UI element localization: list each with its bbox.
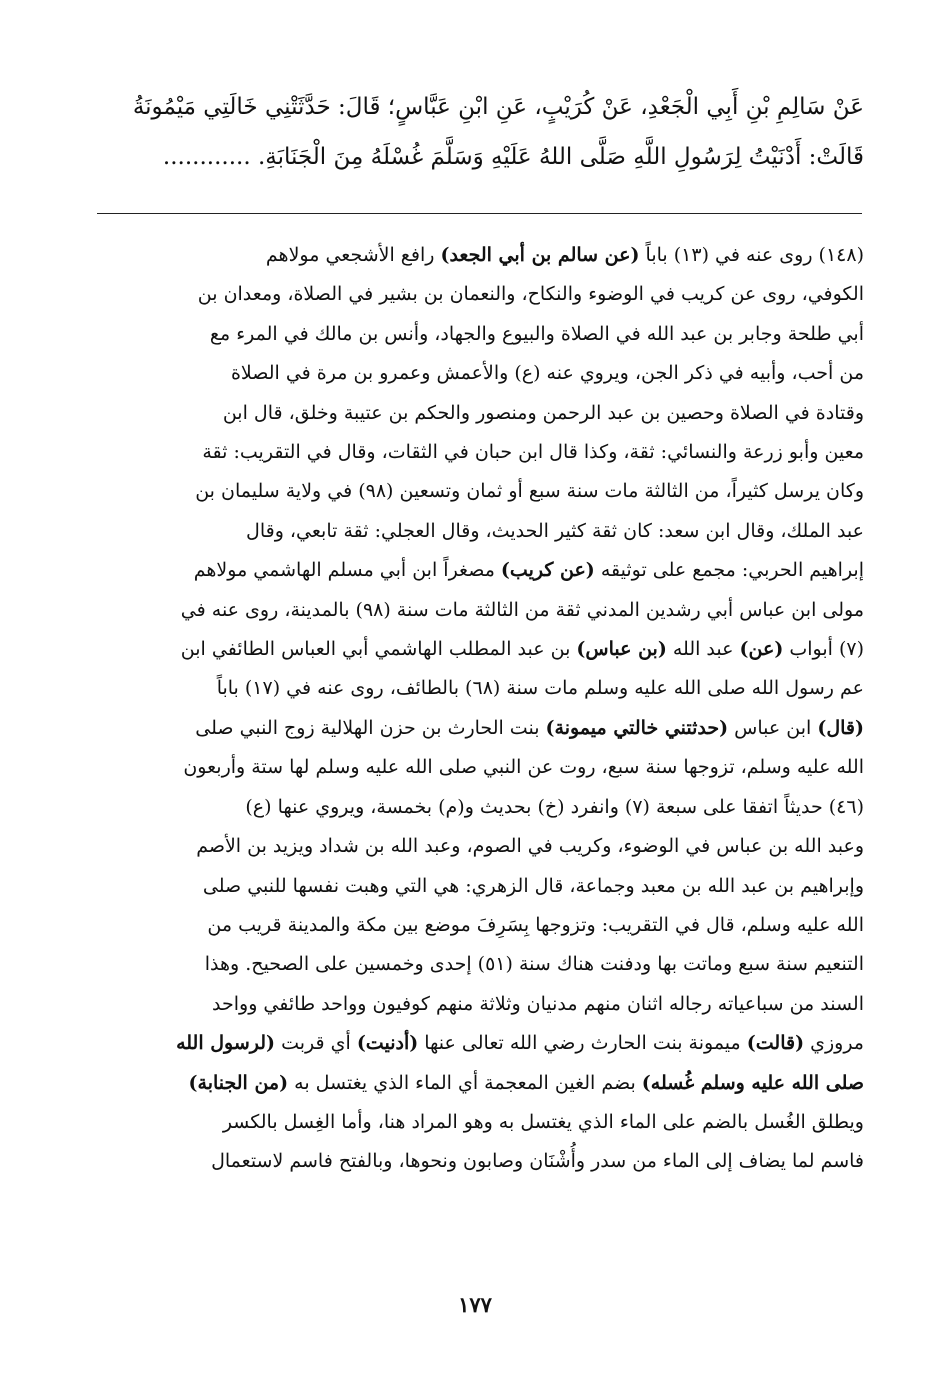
commentary-line: (قال) ابن عباس (حدثتني خالتي ميمونة) بنت الحارث بن حزن الهلالية زوج النبي صلى <box>195 716 864 739</box>
bold-citation: (من الجنابة) <box>188 1071 289 1094</box>
bold-citation: (قالت) <box>746 1032 805 1055</box>
hadith-line: قَالَتْ: أَدْنَيْتُ لِرَسُولِ اللَّهِ صَلَّى اللهُ عَلَيْهِ وَسَلَّمَ غُسْلَهُ مِنَ الْجَنَابَةِ. ............ <box>162 144 864 170</box>
commentary-line: التنعيم سنة سبع وماتت بها ودفنت هناك سنة (٥١) إحدى وخمسين على الصحيح. وهذا <box>204 953 864 976</box>
commentary-line: صلى الله عليه وسلم غُسله) بضم الغين المعجمة أي الماء الذي يغتسل به (من الجنابة) <box>188 1071 864 1094</box>
hadith-line: عَنْ سَالِمِ بْنِ أَبِي الْجَعْدِ، عَنْ كُرَيْبٍ، عَنِ ابْنِ عَبَّاسٍ؛ قَالَ: حَدَّثَتْنِي خَالَتِي مَيْمُونَةُ <box>132 94 864 120</box>
bold-citation: (عن كريب) <box>500 559 595 582</box>
page-number: ١٧٧ <box>458 1292 492 1317</box>
footnote-divider <box>97 213 862 214</box>
commentary-line: إبراهيم الحربي: مجمع على توثيقه (عن كريب) مصغراً ابن أبي مسلم الهاشمي مولاهم <box>193 559 864 582</box>
commentary-line: عم رسول الله صلى الله عليه وسلم مات سنة (٦٨) بالطائف، روى عنه في (١٧) باباً <box>216 677 864 700</box>
bold-citation: (أدنيت) <box>356 1032 419 1055</box>
hadith-text <box>92 82 864 182</box>
commentary-line: وكان يرسل كثيراً، من الثالثة مات سنة سبع أو ثمان وتسعين (٩٨) في ولاية سليمان بن <box>195 480 864 503</box>
commentary-line: الكوفي، روى عن كريب في الوضوء والنكاح، والنعمان بن بشير في الصلاة، ومعدان بن <box>197 283 864 306</box>
bold-citation: (عن) <box>739 638 784 661</box>
commentary-line: مروزي (قالت) ميمونة بنت الحارث رضي الله تعالى عنها (أدنيت) أي قربت (لرسول الله <box>176 1032 864 1055</box>
commentary-line: عبد الملك، وقال ابن سعد: كان ثقة كثير الحديث، وقال العجلي: ثقة تابعي، وقال <box>246 519 864 542</box>
commentary-line: وعبد الله بن عباس في الوضوء، وكريب في الصوم، وعبد الله بن شداد ويزيد بن الأصم <box>196 835 864 858</box>
commentary-line: معين وأبو زرعة والنسائي: ثقة، وكذا قال ابن حبان في الثقات، وقال في التقريب: ثقة <box>202 441 864 464</box>
commentary-line: (٤٦) حديثاً اتفقا على سبعة (٧) وانفرد (خ) بحديث و(م) بخمسة، ويروي عنها (ع) <box>245 795 864 818</box>
bold-citation: صلى الله عليه وسلم غُسله) <box>641 1071 864 1094</box>
commentary-line: فاسم لما يضاف إلى الماء من سدر وأُشْنَان وصابون ونحوها، وبالفتح فاسم لاستعمال <box>211 1150 864 1173</box>
commentary-line: أبي طلحة وجابر بن عبد الله في الصلاة والبيوع والجهاد، وأنس بن مالك في المرء مع <box>209 322 864 345</box>
commentary-line: (٧) أبواب (عن) عبد الله (بن عباس) بن عبد المطلب الهاشمي أبي العباس الطائفي ابن <box>180 638 864 661</box>
commentary-text <box>92 236 864 1182</box>
bold-citation: (قال) <box>817 716 864 739</box>
bold-citation: (حدثتني خالتي ميمونة) <box>545 716 729 739</box>
commentary-line: الله عليه وسلم، تزوجها سنة سبع، روت عن النبي صلى الله عليه وسلم لها ستة وأربعون <box>183 756 864 779</box>
commentary-line: مولى ابن عباس أبي رشدين المدني ثقة من الثالثة مات سنة (٩٨) بالمدينة، روى عنه في <box>180 598 864 621</box>
commentary-line: الله عليه وسلم، قال في التقريب: وتزوجها بِسَرِفَ موضع بين مكة والمدينة قريب من <box>207 913 864 936</box>
commentary-line: وإبراهيم بن عبد الله بن معبد وجماعة، قال الزهري: هي التي وهبت نفسها للنبي صلى <box>202 874 864 897</box>
commentary-line: (١٤٨) روى عنه في (١٣) باباً (عن سالم بن أبي الجعد) رافع الأشجعي مولاهم <box>265 244 864 266</box>
commentary-line: ويطلق الغُسل بالضم على الماء الذي يغتسل به وهو المراد هنا، وأما الغِسل بالكسر <box>222 1110 864 1133</box>
bold-citation: (لرسول الله <box>176 1032 276 1055</box>
commentary-line: من أحب، وأبيه في ذكر الجن، ويروي عنه (ع) والأعمش وعمرو بن مرة في الصلاة <box>230 362 864 385</box>
bold-citation: (عن سالم بن أبي الجعد) <box>440 244 640 266</box>
bold-citation: (بن عباس) <box>576 638 667 661</box>
commentary-line: وقتادة في الصلاة وحصين بن عبد الرحمن ومنصور والحكم بن عتيبة وخلق، قال ابن <box>222 401 864 424</box>
commentary-line: السند من سباعياته رجاله اثنان منهم مدنيان وثلاثة منهم كوفيون وواحد طائفي وواحد <box>212 992 864 1015</box>
